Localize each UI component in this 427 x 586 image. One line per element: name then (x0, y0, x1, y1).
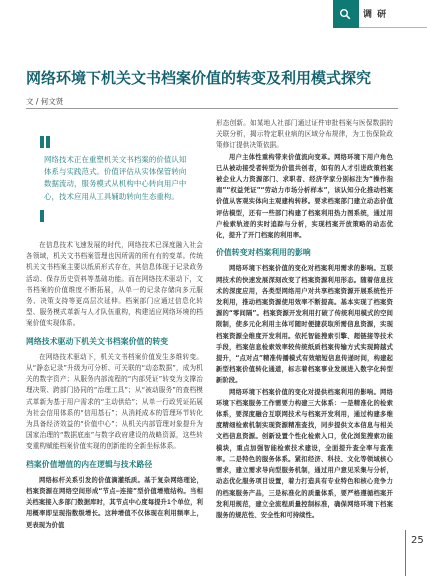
open-quote-icon (40, 136, 62, 148)
left-column (26, 118, 203, 531)
body-paragraph: 网络环境下档案价值的变化对档案利用需求的影响。互联网技术的快速发展深刻改变了档案资源利用形态。随着信息技术的深度应用，各类型网络用户对共享档案资源开展系统性开发利用，推动档案资源使用效率不断提高。基本实现了档案资源的“零间隔”。档案资源开发利用打破了传统利用模式的空间限制，使多元化利用主体可随时便捷获取所需信息资源，实现档案资源全维度开发利用。依托智能搜索引擎、超链接等技术手段，档案信息检索效率较传统纸质档案传输方式实现跨越式提升，“点对点”精准传播模式有效缩短信息传递时间，构建起新型档案价值转化通道，标志着档案事业发展进入数字化转型新阶段。 (216, 265, 393, 385)
section-heading-3: 价值转变对档案利用的影响 (216, 248, 311, 258)
section-heading-1: 网络技术驱动下机关文书档案价值的转变 (26, 336, 169, 346)
header-rule (359, 27, 427, 28)
body-paragraph: 形态创新。如某地人社部门通过证件审批档案与医保数据的关联分析，揭示特定职业病的区域分布规律，为工伤保险政策修订提供决策依据。 (216, 119, 393, 150)
article-author: 文 / 何文贤 (26, 97, 64, 106)
page-number: 25 (411, 535, 424, 546)
header-accent-block (333, 0, 359, 28)
running-header (333, 0, 427, 28)
abstract-box (26, 118, 203, 230)
abstract-text: 网络技术正在重塑机关文书档案的价值认知体系与实践范式。价值评估从实体保管转向数据流动，服务模式从机构中心转向用户中心，技术应用从工具辅助转向生态重构。 (44, 155, 187, 201)
page-number-rule (405, 530, 406, 576)
magnifier-icon (339, 8, 351, 20)
section-label: 调 研 (363, 10, 388, 20)
article-title: 网络环境下机关文书档案价值的转变及利用模式探究 (26, 69, 372, 87)
body-paragraph: 用户主体性重构带来价值流向变革。网络环境下用户角色已从被动接受者转型为价值共创者，如有的人才引进政策档案被企业人力资源部门、求职者、经济学家分别标注为“操作指南”“权益凭证”“劳动力市场分析样本”，该认知分化推动档案价值从客观实体向主观建构转移。要求档案部门建立动态价值评估模型，还有一些部门构建了档案利用热力图系统，通过用户检索轨迹的实时追踪与分析，实现档案开放策略的动态优化，提升了开门档案的利用率。 (216, 153, 393, 240)
close-quote-icon (40, 210, 44, 222)
intro-paragraph: 在信息技术飞速发展的时代，网络技术已深度融入社会各领域，机关文书档案管理也因所需的所有有的变革。传统机关文书档案主要以纸质形式存在，其信息体现于记录政务活动、保存历史资料等基础功能。而在网络技术驱动下，文书档案的价值维度不断拓展，从单一的记录存储向多元服务、决策支持等更高层次延伸。档案部门应通过信息化转型、服务模式革新与人才队伍重构，构建适应网络环境的档案价值实现体系。 (26, 241, 203, 328)
body-paragraph: 网络标杆关系引发的价值滴灌纸质。基于复杂网络理论，档案资源在网络空间形成“节点—连接”型价值增殖结构。当相关档案接入多部门数据库时，其节点中心度每提升1个单位，利用概率即呈现指数级增长。这种增值不仅体现在利用频率上，更表现为价值 (26, 476, 203, 529)
title-divider (26, 108, 398, 109)
body-paragraph: 在网络技术驱动下，机关文书档案价值发生多维转变。从“静态记录”升级为可分析、可关联的“动态数据”，成为机关的数字资产；从服务内部流程的“内部凭证”转变为支撑治理决策、跨部门协同的“治理工具”；从“被动服务”的查档模式革新为基于用户需求的“主动供给”；从单一行政凭证拓展为社会信用体系的“信用基石”；从消耗成本的管理环节转化为具备经济效益的“价值中心”；从机关内部管理对象提升为国家治理的“数据底座”与数字政府建设的战略资源，这些转变重构赋能档案价值实现的创新能的全新坐标体系。 (26, 352, 203, 451)
right-column (216, 118, 393, 521)
body-paragraph: 网络环境下档案价值的变化对提供档案利用的影响。网络环境下档案服务工作需要力构建三大体系：一是精准化的检索体系，要深度融合互联网技术与档案开发利用，通过构建多维度精细检索机制实现资源精准查找，同步提供文本信息与相关文档信息资源。创新设置个性化检索入口，优化浏览搜索功能模块，重点加强智能检索技术建设，全面提升查全率与查准率。二是特色的服务体系。紧扣经济、科技、文化等领域核心需求，建立需求导向型服务机制，通过用户意见采集与分析，动态优化服务项目设置，着力打造具有专业特色和核心竞争力的档案服务产品，三是标准化的质量体系，要严格遵循档案开发利用规范，建立全流程质量控制标准，确保网络环境下档案服务的规范性、安全性和可持续性。 (216, 388, 393, 519)
section-heading-2: 档案价值增值的内在逻辑与技术路径 (26, 459, 153, 469)
